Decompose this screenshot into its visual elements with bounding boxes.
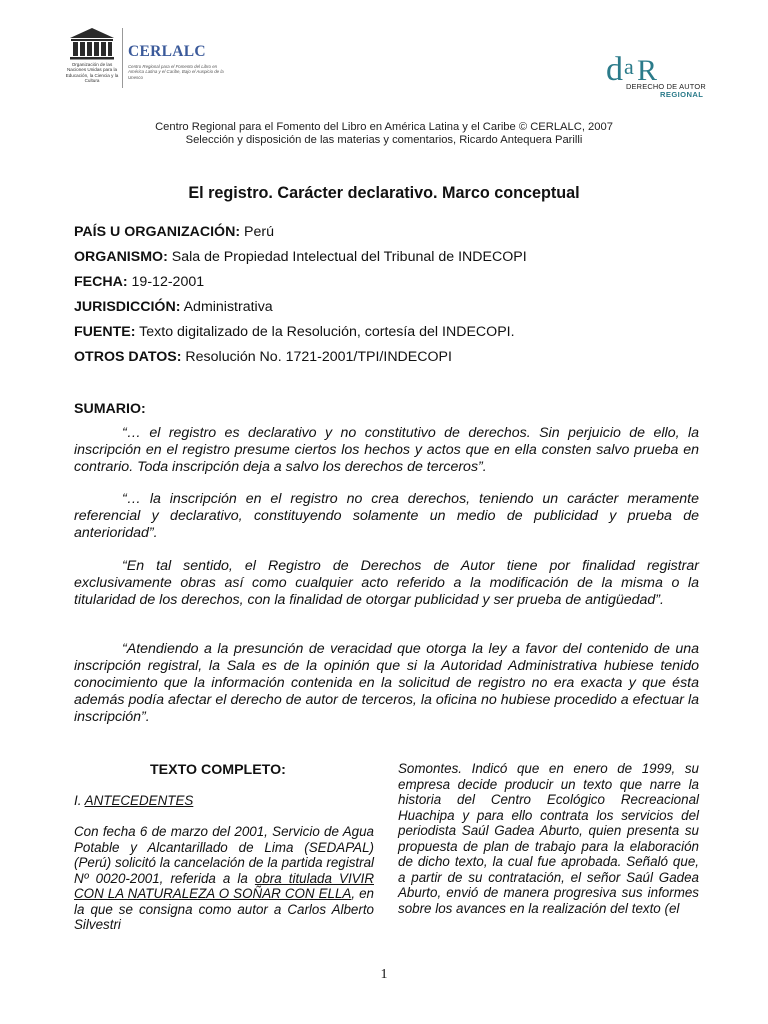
derecho-de-autor-logo — [604, 48, 714, 100]
summary-paragraph-3 — [74, 558, 699, 609]
document-title: El registro. Carácter declarativo. Marco conceptual — [188, 184, 580, 202]
svg-text:d: d — [606, 51, 623, 84]
summary-text-2: “… la inscripción en el registro no crea derechos, teniendo un carácter meramente referencial y declarativo, constituyendo solamente un medio de publicidad y prueba de anterioridad”. — [74, 491, 699, 541]
col1-text-after: , en la que se consigna como autor a Carlos Alberto Silvestri — [74, 886, 374, 932]
meta-country-label: PAÍS U ORGANIZACIÓN: — [74, 224, 241, 240]
meta-country — [74, 224, 274, 240]
body-column-right: Somontes. Indicó que en enero de 1999, su empresa decide producir un texto que narre la historia del Centro Ecológico Recreacional Huachipa y para ello contrata los servicios del periodista Saúl Gadea Aburto, quien presenta su propuesta de plan de trabajo para la elaboración de dicho texto, la cual fue aprobada. Señaló que, a partir de su contratación, el señor Saúl Gadea Aburto, envió de manera progresiva sus informes sobre los avances en la realización del texto (el — [398, 761, 699, 916]
cerlalc-logo — [126, 40, 236, 80]
dar-monogram-icon — [604, 48, 714, 84]
page-number: 1 — [380, 967, 388, 982]
meta-date-label: FECHA: — [74, 274, 128, 290]
summary-paragraph-4 — [74, 641, 699, 726]
meta-source-value: Texto digitalizado de la Resolución, cortesía del INDECOPI. — [139, 324, 515, 340]
summary-paragraph-1 — [74, 425, 699, 476]
section-title: ANTECEDENTES — [84, 793, 194, 808]
meta-source-label: FUENTE: — [74, 324, 136, 340]
col1-text-before: Con fecha 6 de marzo del 2001, Servicio de Agua Potable y Alcantarillado de Lima (SEDAPAL) (Perú) solicitó la cancelación de la partida registral Nº 0020-2001, referida a la — [74, 824, 374, 886]
summary-text-4: “Atendiendo a la presunción de veracidad que otorga la ley a favor del contenido de una inscripción registral, la Sala es de la opinión que si la Autoridad Administrativa hubiese tenido conocimiento que la información contenida en la solicitud de registro no era exacta y que ésta además podía afectar el derecho de autor de terceros, la oficina no hubiese procedido a efectuar la inscripción”. — [74, 641, 699, 725]
meta-jurisdiction-value: Administrativa — [183, 299, 273, 315]
cerlalc-subtitle: Centro Regional para el Fomento del Libro en América Latina y el Caribe, Bajo el Auspicio de la Unesco — [128, 64, 224, 80]
meta-jurisdiction — [74, 299, 273, 315]
body-column-left — [74, 824, 374, 933]
section-number: I. — [74, 793, 85, 808]
meta-other — [74, 349, 452, 365]
unesco-caption: Organización de las Naciones Unidas para la Educación, la Ciencia y la Cultura — [65, 62, 119, 84]
summary-paragraph-2 — [74, 491, 699, 542]
meta-other-value: Resolución No. 1721-2001/TPI/INDECOPI — [185, 349, 452, 365]
svg-text:R: R — [637, 54, 658, 84]
meta-organism-value: Sala de Propiedad Intelectual del Tribunal de INDECOPI — [171, 249, 527, 265]
meta-other-label: OTROS DATOS: — [74, 349, 182, 365]
meta-date-value: 19-12-2001 — [131, 274, 205, 290]
meta-organism — [74, 249, 527, 265]
summary-text-3: “En tal sentido, el Registro de Derechos de Autor tiene por finalidad registrar exclusivamente obras así como cualquier acto referido a la modificación de la misma o la titularidad de los derechos, con la finalidad de otorgar publicidad y ser prueba de antigüedad”. — [74, 558, 699, 608]
meta-jurisdiction-label: JURISDICCIÓN: — [74, 299, 181, 315]
meta-country-value: Perú — [244, 224, 274, 240]
dar-line1: DERECHO DE AUTOR — [626, 82, 706, 91]
logo-divider — [122, 28, 123, 88]
col1-work-title: obra titulada VIVIR CON LA NATURALEZA O SOÑAR CON ELLA — [74, 870, 374, 901]
svg-text:a: a — [624, 54, 634, 79]
summary-label: SUMARIO: — [74, 401, 146, 417]
cerlalc-name: CERLALC — [128, 43, 206, 60]
meta-source — [74, 324, 515, 340]
unesco-logo — [62, 26, 122, 90]
section-heading — [74, 793, 193, 808]
meta-organism-label: ORGANISMO: — [74, 249, 168, 265]
header-line-1: Centro Regional para el Fomento del Libro en América Latina y el Caribe © CERLALC, 2007 — [155, 121, 613, 133]
header-line-2: Selección y disposición de las materias y comentarios, Ricardo Antequera Parilli — [185, 134, 583, 146]
summary-text-1: “… el registro es declarativo y no constitutivo de derechos. Sin perjuicio de ello, la inscripción en el registro presume ciertos los hechos y actos que en ella consten salvo prueba en contrario. Toda inscripción deja a salvo los derechos de terceros”. — [74, 425, 699, 475]
unesco-temple-icon — [62, 26, 122, 62]
dar-line2: REGIONAL — [660, 90, 704, 99]
full-text-heading: TEXTO COMPLETO: — [150, 762, 286, 778]
meta-date — [74, 274, 204, 290]
